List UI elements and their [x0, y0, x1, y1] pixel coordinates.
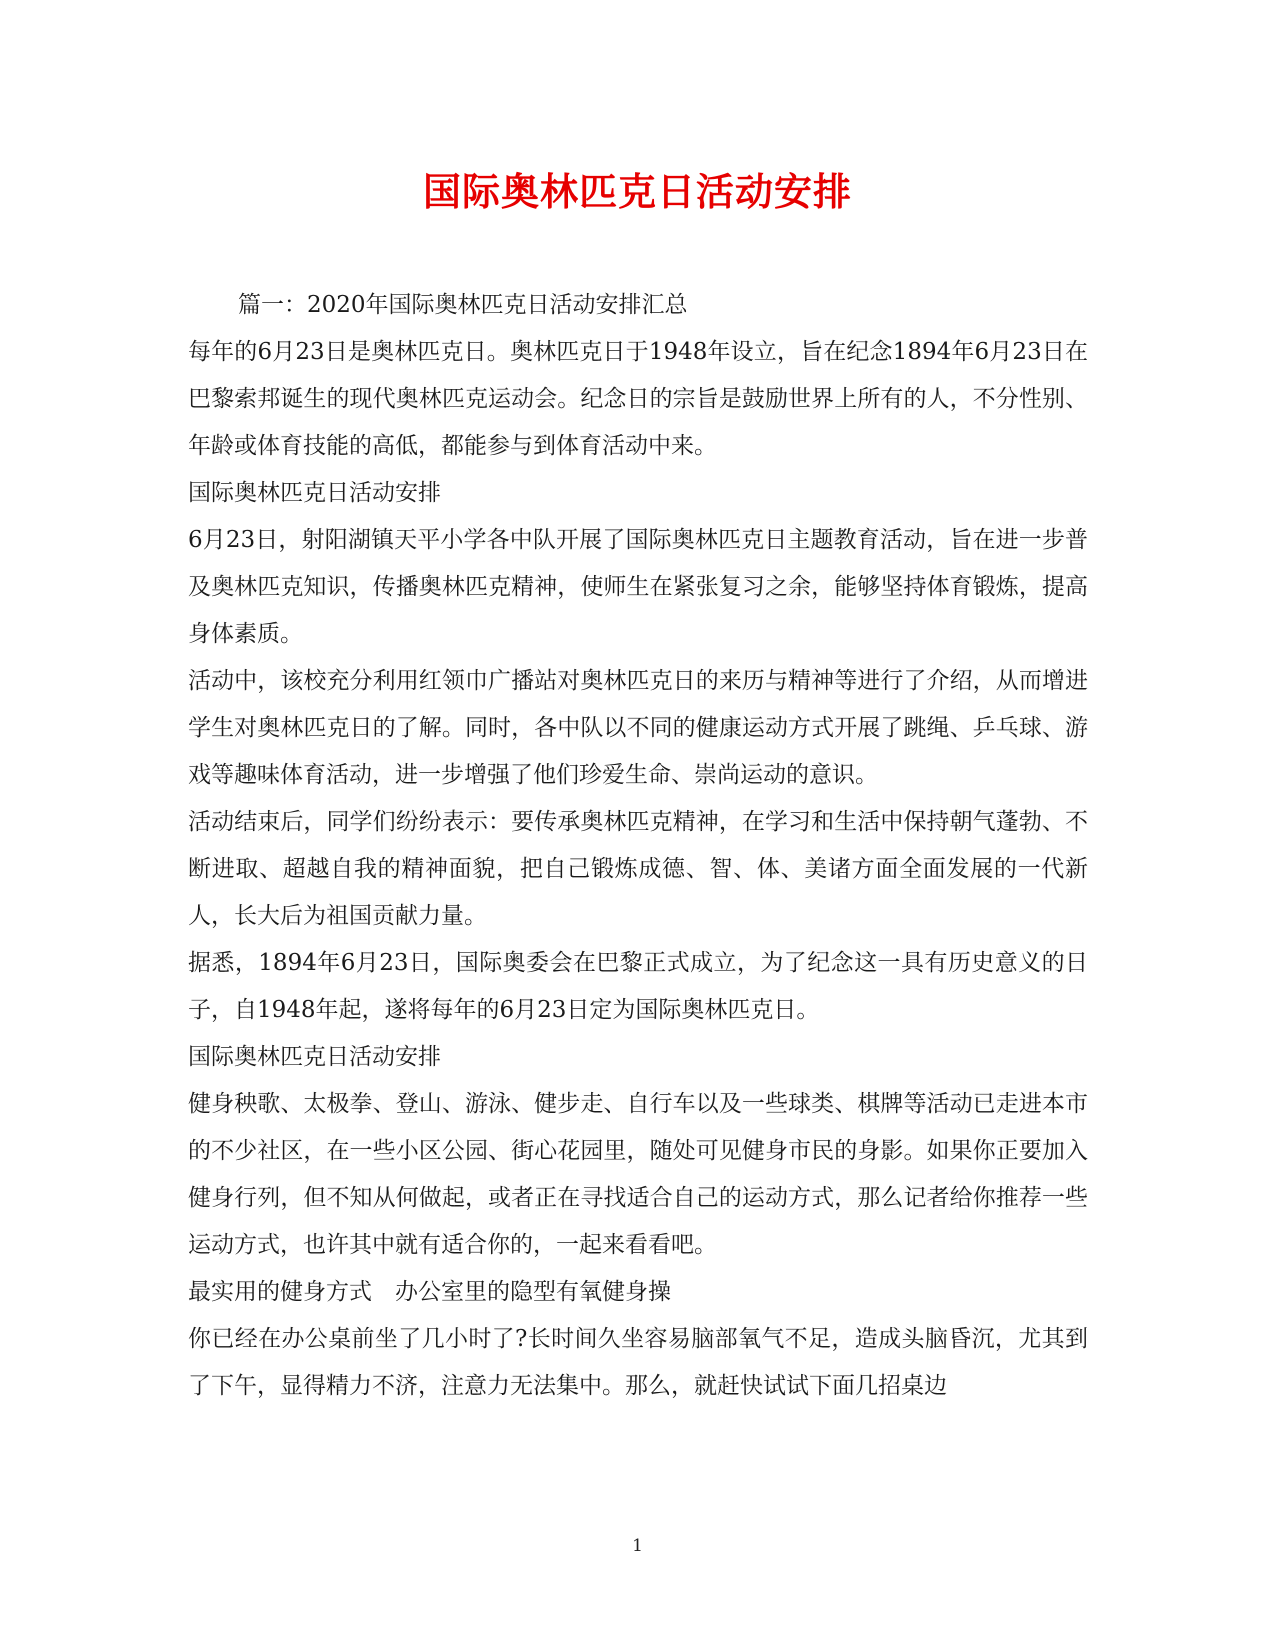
section-heading: 国际奥林匹克日活动安排 — [188, 480, 441, 506]
document-body — [188, 282, 1088, 1410]
section-heading: 最实用的健身方式 办公室里的隐型有氧健身操 — [188, 1279, 671, 1305]
paragraph: 健身秧歌、太极拳、登山、游泳、健步走、自行车以及一些球类、棋牌等活动已走进本市的不少社区，在一些小区公园、街心花园里，随处可见健身市民的身影。如果你正要加入健身行列，但不知从何做起，或者正在寻找适合自己的运动方式，那么记者给你推荐一些运动方式，也许其中就有适合你的，一起来看看吧。 — [188, 1091, 1088, 1258]
paragraph-heading: 篇一：2020年国际奥林匹克日活动安排汇总 — [238, 292, 688, 318]
page-number: 1 — [632, 1536, 643, 1556]
paragraph: 6月23日，射阳湖镇天平小学各中队开展了国际奥林匹克日主题教育活动，旨在进一步普及奥林匹克知识，传播奥林匹克精神，使师生在紧张复习之余，能够坚持体育锻炼，提高身体素质。 — [188, 527, 1088, 647]
paragraph: 活动中，该校充分利用红领巾广播站对奥林匹克日的来历与精神等进行了介绍，从而增进学生对奥林匹克日的了解。同时，各中队以不同的健康运动方式开展了跳绳、乒乓球、游戏等趣味体育活动，进一步增强了他们珍爱生命、崇尚运动的意识。 — [188, 668, 1088, 788]
section-heading: 国际奥林匹克日活动安排 — [188, 1044, 441, 1070]
paragraph: 据悉，1894年6月23日，国际奥委会在巴黎正式成立，为了纪念这一具有历史意义的日子，自1948年起，遂将每年的6月23日定为国际奥林匹克日。 — [188, 950, 1088, 1023]
paragraph: 活动结束后，同学们纷纷表示：要传承奥林匹克精神，在学习和生活中保持朝气蓬勃、不断进取、超越自我的精神面貌，把自己锻炼成德、智、体、美诸方面全面发展的一代新人，长大后为祖国贡献力量。 — [188, 809, 1088, 929]
paragraph: 你已经在办公桌前坐了几小时了?长时间久坐容易脑部氧气不足，造成头脑昏沉，尤其到了下午，显得精力不济，注意力无法集中。那么，就赶快试试下面几招桌边 — [188, 1326, 1088, 1399]
paragraph: 每年的6月23日是奥林匹克日。奥林匹克日于1948年设立，旨在纪念1894年6月23日在巴黎索邦诞生的现代奥林匹克运动会。纪念日的宗旨是鼓励世界上所有的人，不分性别、年龄或体育技能的高低，都能参与到体育活动中来。 — [188, 339, 1088, 459]
document-title: 国际奥林匹克日活动安排 — [422, 169, 852, 214]
